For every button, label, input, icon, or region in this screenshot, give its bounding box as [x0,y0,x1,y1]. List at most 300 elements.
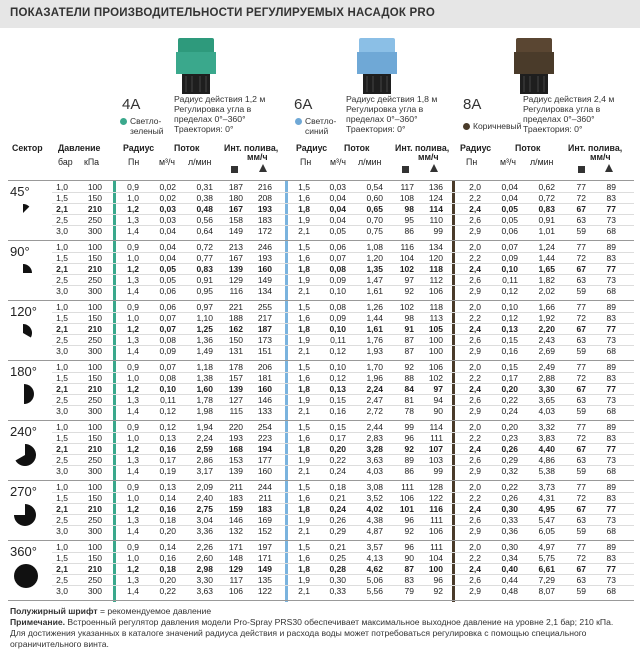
table-cell: 89 [606,182,616,192]
table-cell: 92 [404,526,414,536]
nozzle-6a-label: 6A [294,96,313,113]
color-dot-icon [120,118,127,125]
table-cell: 0,9 [127,362,139,372]
table-cell: 0,62 [538,182,555,192]
table-cell: 2,09 [196,482,213,492]
table-cell: 4,95 [538,504,555,514]
table-cell: 246 [257,242,272,252]
page-title: ПОКАЗАТЕЛИ ПРОИЗВОДИТЕЛЬНОСТИ РЕГУЛИРУЕМЫХ НАСАДОК PRO [10,7,436,19]
table-cell: 2,1 [56,564,68,574]
table-cell: 0,29 [329,526,346,536]
table-cell: 2,5 [56,335,68,345]
table-cell: 106 [428,526,443,536]
table-cell: 181 [257,373,272,383]
table-cell: 3,83 [538,433,555,443]
table-cell: 1,6 [298,313,310,323]
table-cell: 118 [429,302,443,312]
nozzle-6a-color: Светло- синий [295,116,336,136]
table-cell: 77 [606,204,616,214]
table-cell: 111 [430,542,443,552]
header-m3h-4a: м³/ч [159,157,176,167]
table-cell: 96 [433,575,443,585]
table-cell: 0,18 [159,515,176,525]
table-cell: 67 [576,324,586,334]
table-cell: 150 [87,193,102,203]
table-cell: 4,86 [538,455,555,465]
table-cell: 300 [87,586,102,596]
table-cell: 0,07 [159,313,176,323]
table-cell: 2,1 [298,586,310,596]
table-cell: 67 [576,564,586,574]
table-cell: 0,15 [501,362,518,372]
table-cell: 0,65 [366,204,383,214]
table-cell: 2,1 [298,406,310,416]
table-cell: 2,1 [298,226,310,236]
table-cell: 89 [606,422,616,432]
table-cell: 300 [87,406,102,416]
table-cell: 1,0 [56,242,68,252]
table-cell: 0,16 [329,406,346,416]
table-cell: 0,12 [329,373,346,383]
sector-pie-icon [13,323,33,343]
table-cell: 193 [228,433,243,443]
table-cell: 151 [257,346,272,356]
table-cell: 91 [404,324,414,334]
table-cell: 1,94 [196,422,213,432]
table-cell: 100 [87,362,102,372]
table-cell: 160 [257,384,272,394]
table-cell: 2,2 [469,433,481,443]
table-cell: 0,11 [330,335,346,345]
table-cell: 0,05 [329,226,346,236]
table-cell: 108 [399,193,414,203]
table-cell: 193 [257,253,272,263]
table-cell: 0,14 [159,493,176,503]
table-cell: 2,24 [366,384,383,394]
table-cell: 211 [229,482,243,492]
table-cell: 5,06 [366,575,383,585]
table-cell: 2,69 [538,346,555,356]
table-cell: 4,87 [366,526,383,536]
table-cell: 194 [257,444,272,454]
table-cell: 1,3 [127,575,139,585]
table-cell: 129 [228,564,243,574]
table-cell: 0,24 [329,466,346,476]
table-cell: 0,07 [501,242,518,252]
table-cell: 160 [257,466,272,476]
table-cell: 1,6 [298,253,310,263]
table-cell: 3,30 [196,575,213,585]
table-cell: 159 [228,504,243,514]
table-cell: 2,0 [469,422,481,432]
table-cell: 128 [428,482,443,492]
table-cell: 81 [404,395,414,405]
table-cell: 0,44 [501,575,518,585]
sector-label: 180° [10,364,37,379]
table-cell: 3,17 [196,466,213,476]
table-cell: 104 [399,253,414,263]
table-cell: 1,38 [196,373,213,383]
table-cell: 0,22 [159,586,176,596]
table-cell: 0,56 [196,215,213,225]
table-cell: 1,3 [127,275,139,285]
table-cell: 1,5 [56,553,68,563]
table-cell: 94 [433,395,443,405]
header-lmin-4a: л/мин [188,157,212,167]
table-cell: 92 [433,586,443,596]
sector-label: 240° [10,424,37,439]
table-cell: 99 [433,226,443,236]
table-cell: 63 [576,395,586,405]
section-separator [8,480,634,481]
table-cell: 134 [428,242,443,252]
sector-label: 270° [10,484,37,499]
table-cell: 1,10 [196,313,213,323]
table-cell: 213 [228,242,243,252]
table-cell: 68 [606,226,616,236]
table-cell: 146 [257,395,272,405]
table-cell: 171 [257,553,272,563]
table-cell: 63 [576,215,586,225]
table-cell: 1,24 [538,242,555,252]
section-separator [8,540,634,541]
table-cell: 73 [606,515,616,525]
table-cell: 0,05 [159,275,176,285]
nozzle-4a-bar [113,181,116,602]
table-cell: 148 [228,553,243,563]
table-cell: 1,4 [127,406,139,416]
table-cell: 124 [428,193,443,203]
table-cell: 0,14 [159,542,176,552]
table-cell: 1,3 [127,335,139,345]
table-cell: 1,25 [196,324,213,334]
table-cell: 2,4 [469,324,481,334]
table-cell: 87 [404,346,414,356]
table-cell: 92 [404,444,414,454]
table-cell: 2,9 [469,586,481,596]
table-cell: 2,47 [366,395,383,405]
table-cell: 167 [228,204,243,214]
table-cell: 77 [576,182,586,192]
table-cell: 197 [257,542,272,552]
table-cell: 0,13 [501,324,518,334]
table-cell: 136 [428,182,443,192]
table-cell: 1,0 [127,433,139,443]
table-cell: 83 [606,493,616,503]
table-cell: 68 [606,586,616,596]
table-cell: 220 [228,422,243,432]
table-cell: 100 [87,482,102,492]
table-cell: 250 [87,275,102,285]
table-cell: 153 [228,455,243,465]
table-cell: 250 [87,515,102,525]
table-cell: 77 [576,482,586,492]
table-cell: 2,6 [469,215,481,225]
table-cell: 2,24 [196,433,213,443]
table-cell: 188 [228,313,243,323]
table-cell: 0,22 [329,455,346,465]
nozzle-6a-bar [285,181,288,602]
table-cell: 72 [576,433,586,443]
table-cell: 250 [87,455,102,465]
table-cell: 2,5 [56,455,68,465]
table-cell: 105 [428,324,443,334]
table-cell: 300 [87,226,102,236]
table-cell: 1,5 [298,302,310,312]
table-cell: 89 [606,482,616,492]
sector-pie-icon [13,503,37,527]
table-cell: 77 [576,242,586,252]
table-cell: 0,12 [501,286,518,296]
table-cell: 1,5 [56,193,68,203]
table-cell: 2,26 [196,542,213,552]
table-cell: 4,38 [366,515,383,525]
table-cell: 0,95 [196,286,213,296]
table-cell: 111 [430,515,443,525]
table-cell: 112 [429,275,443,285]
table-cell: 89 [404,455,414,465]
header-pressure: Давление [58,143,101,153]
table-cell: 0,30 [501,504,518,514]
table-cell: 0,38 [196,193,213,203]
table-cell: 1,9 [298,275,310,285]
table-cell: 2,60 [196,553,213,563]
table-cell: 87 [404,335,414,345]
table-cell: 1,8 [298,324,310,334]
table-cell: 210 [87,444,102,454]
table-cell: 3,63 [196,586,213,596]
table-cell: 149 [257,564,272,574]
nozzle-4a-color: Светло- зеленый [120,116,164,136]
table-cell: 88 [404,373,414,383]
table-cell: 2,2 [469,553,481,563]
table-cell: 68 [606,406,616,416]
table-cell: 1,26 [366,302,383,312]
table-cell: 1,2 [127,444,139,454]
table-cell: 117 [400,182,414,192]
table-cell: 63 [576,455,586,465]
table-cell: 3,32 [538,422,555,432]
table-cell: 68 [606,526,616,536]
table-cell: 1,61 [366,324,383,334]
table-cell: 4,97 [538,542,555,552]
header-precip-8a: Инт. полива, [568,143,623,153]
table-cell: 2,86 [196,455,213,465]
table-cell: 1,3 [127,215,139,225]
table-cell: 210 [87,204,102,214]
table-cell: 0,08 [329,264,346,274]
table-cell: 77 [606,264,616,274]
table-cell: 63 [576,515,586,525]
table-cell: 1,8 [298,564,310,574]
table-cell: 150 [228,335,243,345]
triangle-pattern-icon [430,159,438,177]
table-cell: 0,16 [159,553,176,563]
table-cell: 2,02 [538,286,555,296]
table-cell: 77 [576,362,586,372]
header-bar: бар [58,157,73,167]
table-cell: 1,6 [298,493,310,503]
table-cell: 1,5 [298,242,310,252]
table-cell: 1,5 [56,433,68,443]
nozzle-4a-desc: Радиус действия 1,2 м Регулировка угла в пределах 0°–360° Траектория: 0° [174,94,266,134]
table-cell: 0,12 [329,346,346,356]
table-cell: 111 [430,433,443,443]
table-cell: 0,04 [159,226,176,236]
table-cell: 0,04 [501,182,518,192]
table-cell: 157 [228,373,243,383]
table-cell: 72 [576,193,586,203]
table-cell: 1,0 [127,373,139,383]
table-cell: 133 [257,406,272,416]
table-cell: 150 [87,253,102,263]
header-m3h-6a: м³/ч [330,157,347,167]
table-cell: 1,4 [127,586,139,596]
table-cell: 2,1 [298,286,310,296]
table-cell: 0,10 [501,264,518,274]
table-cell: 1,5 [56,493,68,503]
header-radius-4a: Радиус [123,143,155,153]
table-cell: 1,6 [298,373,310,383]
table-cell: 106 [428,286,443,296]
table-cell: 0,03 [329,182,346,192]
table-cell: 1,61 [366,286,383,296]
table-cell: 0,17 [159,455,176,465]
table-cell: 2,1 [298,526,310,536]
table-cell: 150 [87,553,102,563]
table-cell: 0,20 [501,422,518,432]
header-mmh-6a: мм/ч [418,152,439,162]
table-cell: 2,6 [469,395,481,405]
table-cell: 149 [228,226,243,236]
table-cell: 0,20 [159,575,176,585]
table-cell: 83 [606,193,616,203]
table-cell: 0,16 [159,504,176,514]
table-cell: 1,96 [366,373,383,383]
table-cell: 0,06 [159,286,176,296]
table-cell: 180 [228,193,243,203]
color-dot-icon [463,123,470,130]
table-cell: 3,0 [56,346,68,356]
table-cell: 2,0 [469,362,481,372]
table-cell: 100 [87,302,102,312]
table-cell: 59 [576,526,586,536]
table-cell: 160 [257,264,272,274]
table-cell: 2,83 [366,433,383,443]
table-cell: 1,36 [196,335,213,345]
table-cell: 0,18 [159,564,176,574]
table-cell: 255 [257,302,272,312]
table-cell: 0,19 [159,466,176,476]
table-cell: 2,0 [469,482,481,492]
table-cell: 1,8 [298,384,310,394]
table-cell: 59 [576,226,586,236]
table-cell: 0,48 [501,586,518,596]
header-precip-4a: Инт. полива, [224,143,279,153]
footer-note-line3: ограничительного винта. [10,639,109,649]
table-cell: 3,52 [366,493,383,503]
table-cell: 0,25 [329,553,346,563]
table-cell: 102 [399,302,414,312]
table-cell: 2,1 [298,346,310,356]
table-cell: 1,0 [56,422,68,432]
table-cell: 1,9 [298,335,310,345]
table-cell: 73 [606,275,616,285]
table-cell: 111 [401,482,414,492]
table-cell: 2,59 [196,444,213,454]
table-cell: 77 [606,444,616,454]
table-cell: 3,0 [56,406,68,416]
table-cell: 73 [606,215,616,225]
table-cell: 0,07 [159,362,176,372]
table-cell: 0,12 [159,406,176,416]
table-cell: 4,02 [366,504,383,514]
table-cell: 1,0 [56,542,68,552]
table-cell: 0,24 [501,406,518,416]
section-separator [8,300,634,301]
table-cell: 2,9 [469,526,481,536]
table-cell: 0,12 [501,313,518,323]
table-cell: 107 [428,444,443,454]
table-cell: 4,03 [366,466,383,476]
table-cell: 101 [399,504,414,514]
nozzle-6a-desc: Радиус действия 1,8 м Регулировка угла в пределах 0°–360° Траектория: 0° [346,94,438,134]
table-cell: 106 [399,493,414,503]
nozzle-8a-bar [452,181,455,602]
table-cell: 2,1 [56,324,68,334]
table-cell: 2,9 [469,346,481,356]
table-cell: 6,05 [538,526,555,536]
header-flow-8a: Поток [515,143,541,153]
table-cell: 1,9 [298,515,310,525]
table-cell: 223 [257,433,272,443]
table-cell: 97 [433,384,443,394]
table-cell: 83 [606,253,616,263]
table-cell: 171 [228,542,243,552]
table-cell: 1,01 [538,226,555,236]
header-pn-8a: Пн [466,157,478,167]
table-cell: 95 [404,215,414,225]
table-cell: 183 [257,215,272,225]
table-cell: 2,49 [538,362,555,372]
table-cell: 0,08 [329,302,346,312]
table-cell: 68 [606,466,616,476]
table-cell: 3,63 [366,455,383,465]
table-cell: 0,13 [159,433,176,443]
table-cell: 0,9 [127,482,139,492]
table-cell: 1,8 [298,264,310,274]
table-cell: 0,07 [159,324,176,334]
table-cell: 2,5 [56,395,68,405]
table-cell: 0,34 [501,553,518,563]
nozzle-8a-image [508,38,560,94]
table-cell: 67 [576,504,586,514]
table-cell: 68 [606,286,616,296]
table-cell: 2,6 [469,575,481,585]
table-cell: 2,4 [469,204,481,214]
table-cell: 7,29 [538,575,555,585]
table-cell: 0,16 [159,444,176,454]
table-cell: 1,2 [127,384,139,394]
table-cell: 72 [576,373,586,383]
table-cell: 67 [576,264,586,274]
table-cell: 0,13 [159,482,176,492]
table-cell: 0,9 [127,182,139,192]
table-cell: 96 [404,515,414,525]
table-cell: 0,05 [501,204,518,214]
table-cell: 2,1 [298,466,310,476]
footer-legend: Полужирный шрифт = рекомендуемое давление [10,606,212,616]
